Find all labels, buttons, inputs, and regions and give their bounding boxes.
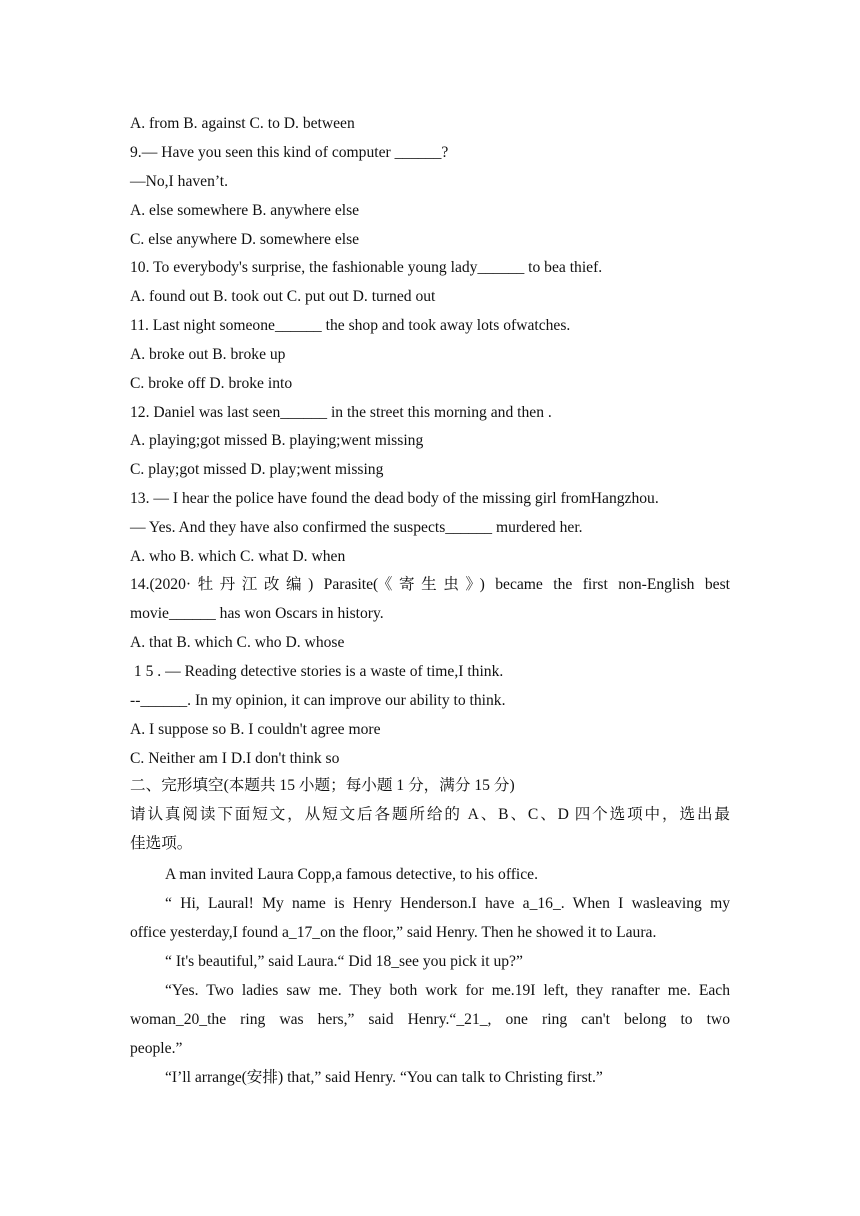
q14-question-line1: 14.(2020·牡丹江改编) Parasite(《寄生虫》) became the first non-English best bbox=[130, 576, 730, 593]
q13-options: A. who B. which C. what D. when bbox=[130, 548, 346, 565]
q8-options: A. from B. against C. to D. between bbox=[130, 115, 355, 132]
passage-para3: “ It's beautiful,” said Laura.“ Did 18_see you pick it up?” bbox=[165, 953, 523, 970]
q9-question: 9.— Have you seen this kind of computer ______? bbox=[130, 144, 449, 161]
section-instructions-line1: 请认真阅读下面短文，从短文后各题所给的 A、B、C、D 四个选项中，选出最 bbox=[130, 806, 730, 823]
passage-para4-line1: “Yes. Two ladies saw me. They both work for me.19I left, they ranafter me. Each bbox=[165, 982, 730, 999]
q13-question: 13. — I hear the police have found the dead body of the missing girl fromHangzhou. bbox=[130, 490, 659, 507]
q11-question: 11. Last night someone______ the shop and took away lots ofwatches. bbox=[130, 317, 571, 334]
q15-options-cd: C. Neither am I D.I don't think so bbox=[130, 750, 340, 767]
section-heading: 二、完形填空(本题共 15 小题；每小题 1 分，满分 15 分) bbox=[130, 777, 515, 794]
q9-reply: —No,I haven’t. bbox=[130, 173, 229, 190]
q15-options-ab: A. I suppose so B. I couldn't agree more bbox=[130, 721, 381, 738]
passage-para2-line2: office yesterday,I found a_17_on the floor,” said Henry. Then he showed it to Laura. bbox=[130, 924, 657, 941]
q10-question: 10. To everybody's surprise, the fashionable young lady______ to bea thief. bbox=[130, 259, 603, 276]
q12-question: 12. Daniel was last seen______ in the street this morning and then . bbox=[130, 404, 552, 421]
q14-question-line2: movie______ has won Oscars in history. bbox=[130, 605, 384, 622]
passage-para5: “I’ll arrange(安排) that,” said Henry. “You can talk to Christing first.” bbox=[165, 1069, 603, 1086]
passage-para4-line2: woman_20_the ring was hers,” said Henry.“_21_, one ring can't belong to two bbox=[130, 1011, 730, 1028]
q11-options-ab: A. broke out B. broke up bbox=[130, 346, 286, 363]
q12-options-ab: A. playing;got missed B. playing;went missing bbox=[130, 432, 424, 449]
q10-options: A. found out B. took out C. put out D. turned out bbox=[130, 288, 436, 305]
q15-reply: --______. In my opinion, it can improve our ability to think. bbox=[130, 692, 506, 709]
passage-para1: A man invited Laura Copp,a famous detective, to his office. bbox=[165, 866, 538, 883]
q14-options: A. that B. which C. who D. whose bbox=[130, 634, 345, 651]
q13-reply: — Yes. And they have also confirmed the suspects______ murdered her. bbox=[130, 519, 583, 536]
q9-options-ab: A. else somewhere B. anywhere else bbox=[130, 202, 360, 219]
section-instructions-line2: 佳选项。 bbox=[130, 835, 193, 852]
q12-options-cd: C. play;got missed D. play;went missing bbox=[130, 461, 384, 478]
passage-para2-line1: “ Hi, Laural! My name is Henry Henderson.I have a_16_. When I wasleaving my bbox=[165, 895, 730, 912]
q9-options-cd: C. else anywhere D. somewhere else bbox=[130, 231, 360, 248]
q11-options-cd: C. broke off D. broke into bbox=[130, 375, 293, 392]
passage-para4-line3: people.” bbox=[130, 1040, 183, 1057]
q15-question: 1 5 . — Reading detective stories is a waste of time,I think. bbox=[130, 663, 504, 680]
